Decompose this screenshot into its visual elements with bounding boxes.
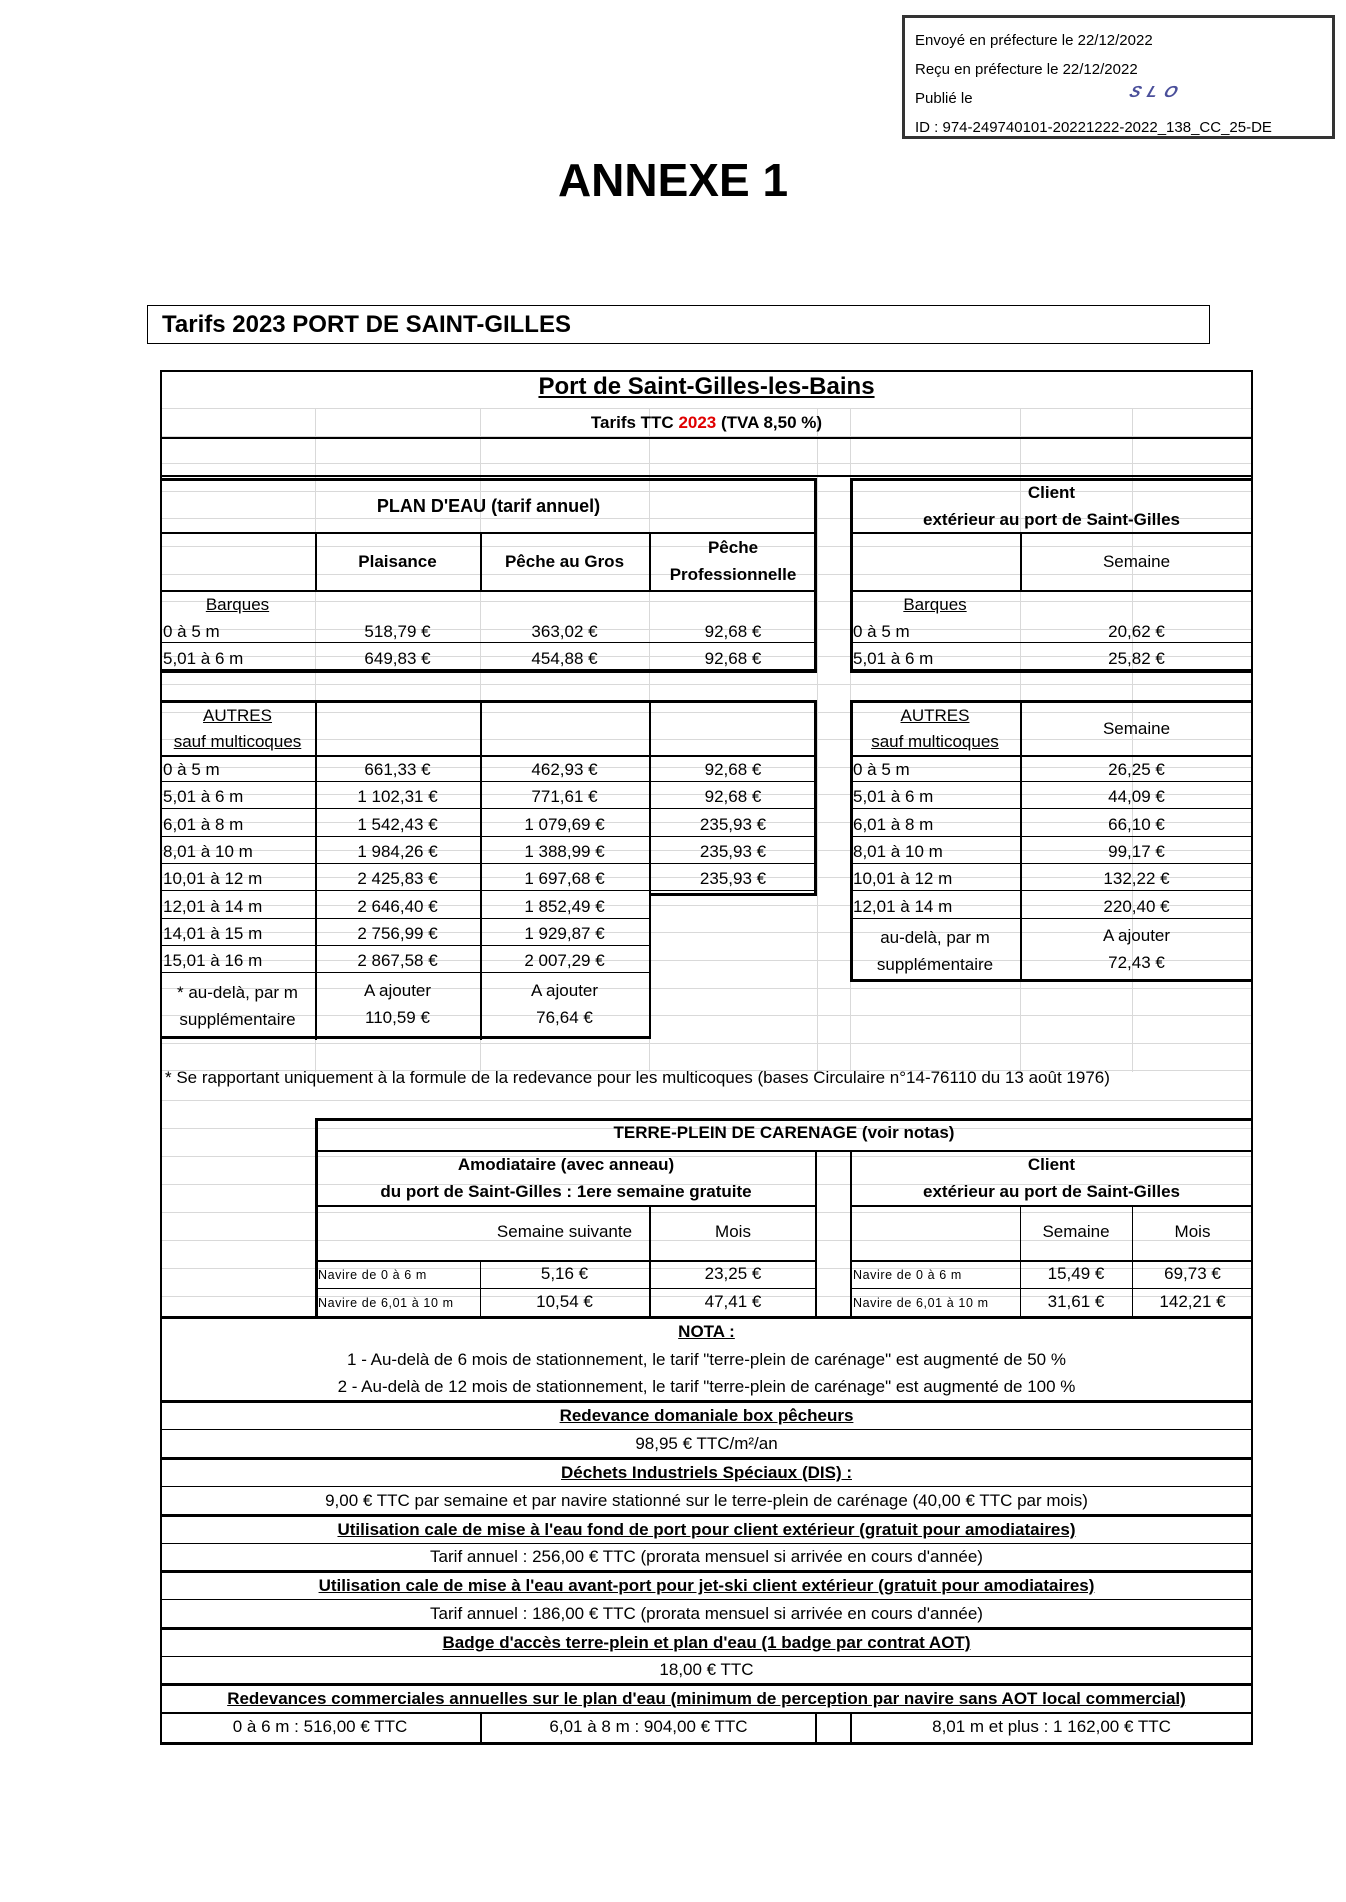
ttc-text: Tarifs TTC <box>590 413 679 432</box>
border-line <box>160 1036 649 1039</box>
border-line <box>160 918 649 919</box>
price-cell: 235,93 € <box>699 815 767 834</box>
row-label: 5,01 à 6 m <box>163 787 244 806</box>
border-line <box>850 1288 1253 1289</box>
ttc-line <box>160 412 1253 434</box>
port-title: Port de Saint-Gilles-les-Bains <box>538 373 875 400</box>
price-cell: 462,93 € <box>531 760 598 779</box>
border-line <box>160 1429 1253 1430</box>
grid-line <box>160 1212 1253 1213</box>
price-cell: 20,62 € <box>1108 622 1165 641</box>
autres-label: AUTRES <box>900 706 970 725</box>
col-semaine-suivante: Semaine suivante <box>496 1222 633 1241</box>
row-label: 6,01 à 8 m <box>853 815 934 834</box>
tarifs-title-box: Tarifs 2023 PORT DE SAINT-GILLES <box>147 305 1210 344</box>
col-mois: Mois <box>1174 1222 1211 1241</box>
beyond-label: au-delà, par m <box>880 928 990 947</box>
row-label: 12,01 à 14 m <box>163 897 263 916</box>
price-cell: 92,68 € <box>704 787 762 806</box>
border-line <box>160 836 817 837</box>
price-cell: 76,64 € <box>536 1008 593 1027</box>
border-line <box>649 893 817 896</box>
price-cell: 92,68 € <box>704 622 762 641</box>
col-mois: Mois <box>715 1222 751 1241</box>
border-line <box>160 1627 1253 1630</box>
cale-fond-title: Utilisation cale de mise à l'eau fond de port pour client extérieur (gratuit pour amodiataires) <box>337 1520 1076 1539</box>
row-label: 10,01 à 12 m <box>853 869 953 888</box>
border-line <box>160 755 817 757</box>
price-cell: 2 425,83 € <box>357 869 438 888</box>
badge-value: 18,00 € TTC <box>659 1660 754 1679</box>
col-plaisance: Plaisance <box>358 552 437 571</box>
slo-logo: SLO <box>1126 84 1187 101</box>
border-line <box>850 590 1253 592</box>
amodiataire-title: du port de Saint-Gilles : 1ere semaine gratuite <box>380 1182 752 1201</box>
border-line <box>160 478 817 481</box>
border-line <box>160 808 817 809</box>
navire-label: Navire de 0 à 6 m <box>318 1268 427 1282</box>
price-cell: 1 388,99 € <box>524 842 605 861</box>
border-line <box>160 437 1253 439</box>
grid-line <box>160 1043 1253 1044</box>
client-title: Client <box>1027 1155 1076 1174</box>
col-semaine: Semaine <box>1042 1222 1110 1241</box>
row-label: 0 à 5 m <box>853 622 910 641</box>
ttc-text: (TVA 8,50 %) <box>716 413 823 432</box>
border-line <box>160 863 817 864</box>
price-cell: 1 929,87 € <box>524 924 605 943</box>
price-cell: 26,25 € <box>1108 760 1165 779</box>
border-line <box>850 1260 1253 1262</box>
price-cell: 10,54 € <box>536 1292 593 1311</box>
border-line <box>160 670 817 673</box>
col-semaine: Semaine <box>1102 552 1171 571</box>
border-line <box>315 1118 1253 1121</box>
price-cell: 1 984,26 € <box>357 842 438 861</box>
price-cell: 142,21 € <box>1159 1292 1226 1311</box>
commerciales-col: 6,01 à 8 m : 904,00 € TTC <box>549 1717 748 1736</box>
price-cell: 235,93 € <box>699 869 767 888</box>
commerciales-title: Redevances commerciales annuelles sur le plan d'eau (minimum de perception par navire sans AOT local commercial) <box>227 1689 1186 1708</box>
border-line <box>160 532 817 534</box>
row-label: 8,01 à 10 m <box>853 842 943 861</box>
barques-label: Barques <box>903 595 967 614</box>
border-line <box>850 890 1253 891</box>
border-line <box>850 669 1253 670</box>
amodiataire-title: Amodiataire (avec anneau) <box>457 1155 675 1174</box>
grid-line <box>160 408 1253 409</box>
border-line <box>850 836 1253 837</box>
border-line <box>160 1599 1253 1600</box>
col-peche-pro: Pêche <box>707 538 759 557</box>
price-cell: 5,16 € <box>540 1264 589 1283</box>
price-cell: 44,09 € <box>1108 787 1165 806</box>
price-cell: 132,22 € <box>1103 869 1170 888</box>
border-line <box>160 1570 1253 1573</box>
border-line <box>850 755 1253 757</box>
border-line <box>160 1457 1253 1460</box>
price-cell: 110,59 € <box>365 1008 430 1027</box>
price-cell: 1 102,31 € <box>357 787 438 806</box>
commerciales-col: 8,01 m et plus : 1 162,00 € TTC <box>932 1717 1171 1736</box>
autres-label: sauf multicoques <box>871 732 999 751</box>
navire-label: Navire de 6,01 à 10 m <box>318 1296 454 1310</box>
border-line <box>160 1543 1253 1544</box>
footnote: * Se rapportant uniquement à la formule de la redevance pour les multicoques (bases Circulaire n°14-76110 du 13 août 1976) <box>165 1068 1110 1087</box>
nota-line: 1 - Au-delà de 6 mois de stationnement, le tarif "terre-plein de carénage" est augmenté de 50 % <box>347 1350 1066 1369</box>
box-pecheurs-value: 98,95 € TTC/m²/an <box>635 1434 778 1453</box>
cale-avant-value: Tarif annuel : 186,00 € TTC (prorata mensuel si arrivée en cours d'année) <box>430 1604 983 1623</box>
price-cell: 69,73 € <box>1164 1264 1221 1283</box>
ttc-year: 2023 <box>678 413 717 432</box>
price-cell: 235,93 € <box>699 842 767 861</box>
border-line <box>850 1205 1253 1207</box>
row-label: 0 à 5 m <box>163 622 220 641</box>
border-line <box>315 1260 817 1262</box>
nota-line: 2 - Au-delà de 12 mois de stationnement, le tarif "terre-plein de carénage" est augmenté de 100 % <box>337 1377 1076 1396</box>
border-line <box>850 478 1253 481</box>
price-cell: 72,43 € <box>1108 953 1165 972</box>
beyond-label: supplémentaire <box>179 1010 296 1029</box>
price-cell: 47,41 € <box>704 1292 762 1311</box>
row-label: 0 à 5 m <box>853 760 910 779</box>
grid-line <box>160 684 1253 685</box>
border-line <box>160 700 817 703</box>
price-cell: 2 867,58 € <box>357 951 438 970</box>
border-line <box>315 1288 817 1289</box>
border-line <box>160 1514 1253 1517</box>
prefecture-stamp <box>902 15 1335 139</box>
border-line <box>850 781 1253 782</box>
price-cell: 92,68 € <box>704 760 762 779</box>
price-cell: A ajouter <box>530 981 599 1000</box>
stamp-published-line: Publié le <box>915 90 973 107</box>
price-cell: 1 852,49 € <box>524 897 605 916</box>
border-line <box>850 808 1253 809</box>
commerciales-col: 0 à 6 m : 516,00 € TTC <box>232 1717 408 1736</box>
border-line <box>850 670 1253 673</box>
price-cell: 661,33 € <box>364 760 431 779</box>
page-title: ANNEXE 1 <box>557 154 789 206</box>
barques-label: Barques <box>205 595 270 614</box>
price-cell: 2 007,29 € <box>524 951 605 970</box>
col-peche-gros: Pêche au Gros <box>504 552 625 571</box>
price-cell: 66,10 € <box>1108 815 1165 834</box>
border-line <box>160 1400 1253 1403</box>
beyond-label: supplémentaire <box>876 955 994 974</box>
border-line <box>850 642 1253 643</box>
grid-line <box>160 712 1253 713</box>
badge-title: Badge d'accès terre-plein et plan d'eau (1 badge par contrat AOT) <box>442 1633 971 1652</box>
client-title: Client <box>1027 483 1076 502</box>
border-line <box>160 370 1253 372</box>
row-label: 15,01 à 16 m <box>163 951 263 970</box>
stamp-id-line: ID : 974-249740101-20221222-2022_138_CC_25-DE <box>915 119 1272 136</box>
border-line <box>160 590 817 592</box>
border-line <box>160 1316 1253 1319</box>
client-title: extérieur au port de Saint-Gilles <box>923 510 1180 529</box>
row-label: 0 à 5 m <box>163 760 220 779</box>
autres-label: sauf multicoques <box>173 732 302 751</box>
price-cell: 649,83 € <box>364 649 431 668</box>
border-line <box>850 532 1253 534</box>
beyond-label: * au-delà, par m <box>177 983 298 1002</box>
price-cell: 15,49 € <box>1047 1264 1105 1283</box>
price-cell: 518,79 € <box>364 622 431 641</box>
border-line <box>160 945 649 946</box>
border-line <box>160 475 1253 477</box>
price-cell: 99,17 € <box>1108 842 1165 861</box>
border-line <box>160 1486 1253 1487</box>
stamp-received-line: Reçu en préfecture le 22/12/2022 <box>915 61 1138 78</box>
price-cell: 2 756,99 € <box>357 924 438 943</box>
cale-avant-title: Utilisation cale de mise à l'eau avant-port pour jet-ski client extérieur (gratuit pour amodiataires) <box>318 1576 1095 1595</box>
border-line <box>850 700 1253 703</box>
grid-line <box>160 463 1253 464</box>
border-line <box>850 478 853 673</box>
price-cell: 2 646,40 € <box>357 897 438 916</box>
row-label: 14,01 à 15 m <box>163 924 263 943</box>
price-cell: 454,88 € <box>531 649 598 668</box>
stamp-sent-line: Envoyé en préfecture le 22/12/2022 <box>915 32 1153 49</box>
grid-line <box>817 408 818 1072</box>
price-cell: 771,61 € <box>531 787 598 806</box>
border-line <box>160 1712 1253 1714</box>
grid-line <box>160 601 1253 602</box>
border-line <box>160 642 817 643</box>
box-pecheurs-title: Redevance domaniale box pêcheurs <box>559 1406 854 1425</box>
dis-title: Déchets Industriels Spéciaux (DIS) : <box>561 1463 852 1482</box>
cale-fond-value: Tarif annuel : 256,00 € TTC (prorata mensuel si arrivée en cours d'année) <box>430 1547 983 1566</box>
price-cell: 1 079,69 € <box>524 815 605 834</box>
row-label: 5,01 à 6 m <box>853 649 934 668</box>
border-line <box>850 979 1253 982</box>
border-line <box>160 669 817 670</box>
navire-label: Navire de 6,01 à 10 m <box>853 1296 989 1310</box>
price-cell: 31,61 € <box>1047 1292 1105 1311</box>
col-peche-pro: Professionnelle <box>669 565 797 584</box>
border-line <box>160 1683 1253 1686</box>
border-line <box>160 890 817 891</box>
border-line <box>160 972 649 973</box>
grid-line <box>160 1100 1253 1101</box>
row-label: 6,01 à 8 m <box>163 815 244 834</box>
autres-label: AUTRES <box>203 706 272 725</box>
plan-eau-title: PLAN D'EAU (tarif annuel) <box>376 496 601 516</box>
price-cell: 220,40 € <box>1103 897 1170 916</box>
border-line <box>315 1150 1253 1152</box>
row-label: 5,01 à 6 m <box>853 787 934 806</box>
price-cell: 363,02 € <box>531 622 598 641</box>
price-cell: 92,68 € <box>704 649 762 668</box>
row-label: 5,01 à 6 m <box>163 649 244 668</box>
nota-title: NOTA : <box>678 1322 735 1341</box>
row-label: 12,01 à 14 m <box>853 897 953 916</box>
navire-label: Navire de 0 à 6 m <box>853 1268 962 1282</box>
border-line <box>160 1656 1253 1657</box>
row-label: 8,01 à 10 m <box>163 842 253 861</box>
border-line <box>850 918 1253 919</box>
price-cell: 25,82 € <box>1108 649 1165 668</box>
row-label: 10,01 à 12 m <box>163 869 263 888</box>
client-title: extérieur au port de Saint-Gilles <box>923 1182 1180 1201</box>
price-cell: A ajouter <box>363 981 432 1000</box>
price-cell: A ajouter <box>1102 926 1171 945</box>
price-cell: 23,25 € <box>704 1264 762 1283</box>
dis-value: 9,00 € TTC par semaine et par navire stationné sur le terre-plein de carénage (40,00 € TTC par mois) <box>325 1491 1088 1510</box>
border-line <box>315 1205 817 1207</box>
border-line <box>160 781 817 782</box>
price-cell: 1 542,43 € <box>357 815 438 834</box>
price-cell: 1 697,68 € <box>524 869 605 888</box>
border-line <box>160 1742 1253 1745</box>
carenage-title: TERRE-PLEIN DE CARENAGE (voir notas) <box>613 1123 955 1142</box>
col-semaine: Semaine <box>1102 719 1171 738</box>
border-line <box>850 863 1253 864</box>
border-line <box>649 893 651 1039</box>
